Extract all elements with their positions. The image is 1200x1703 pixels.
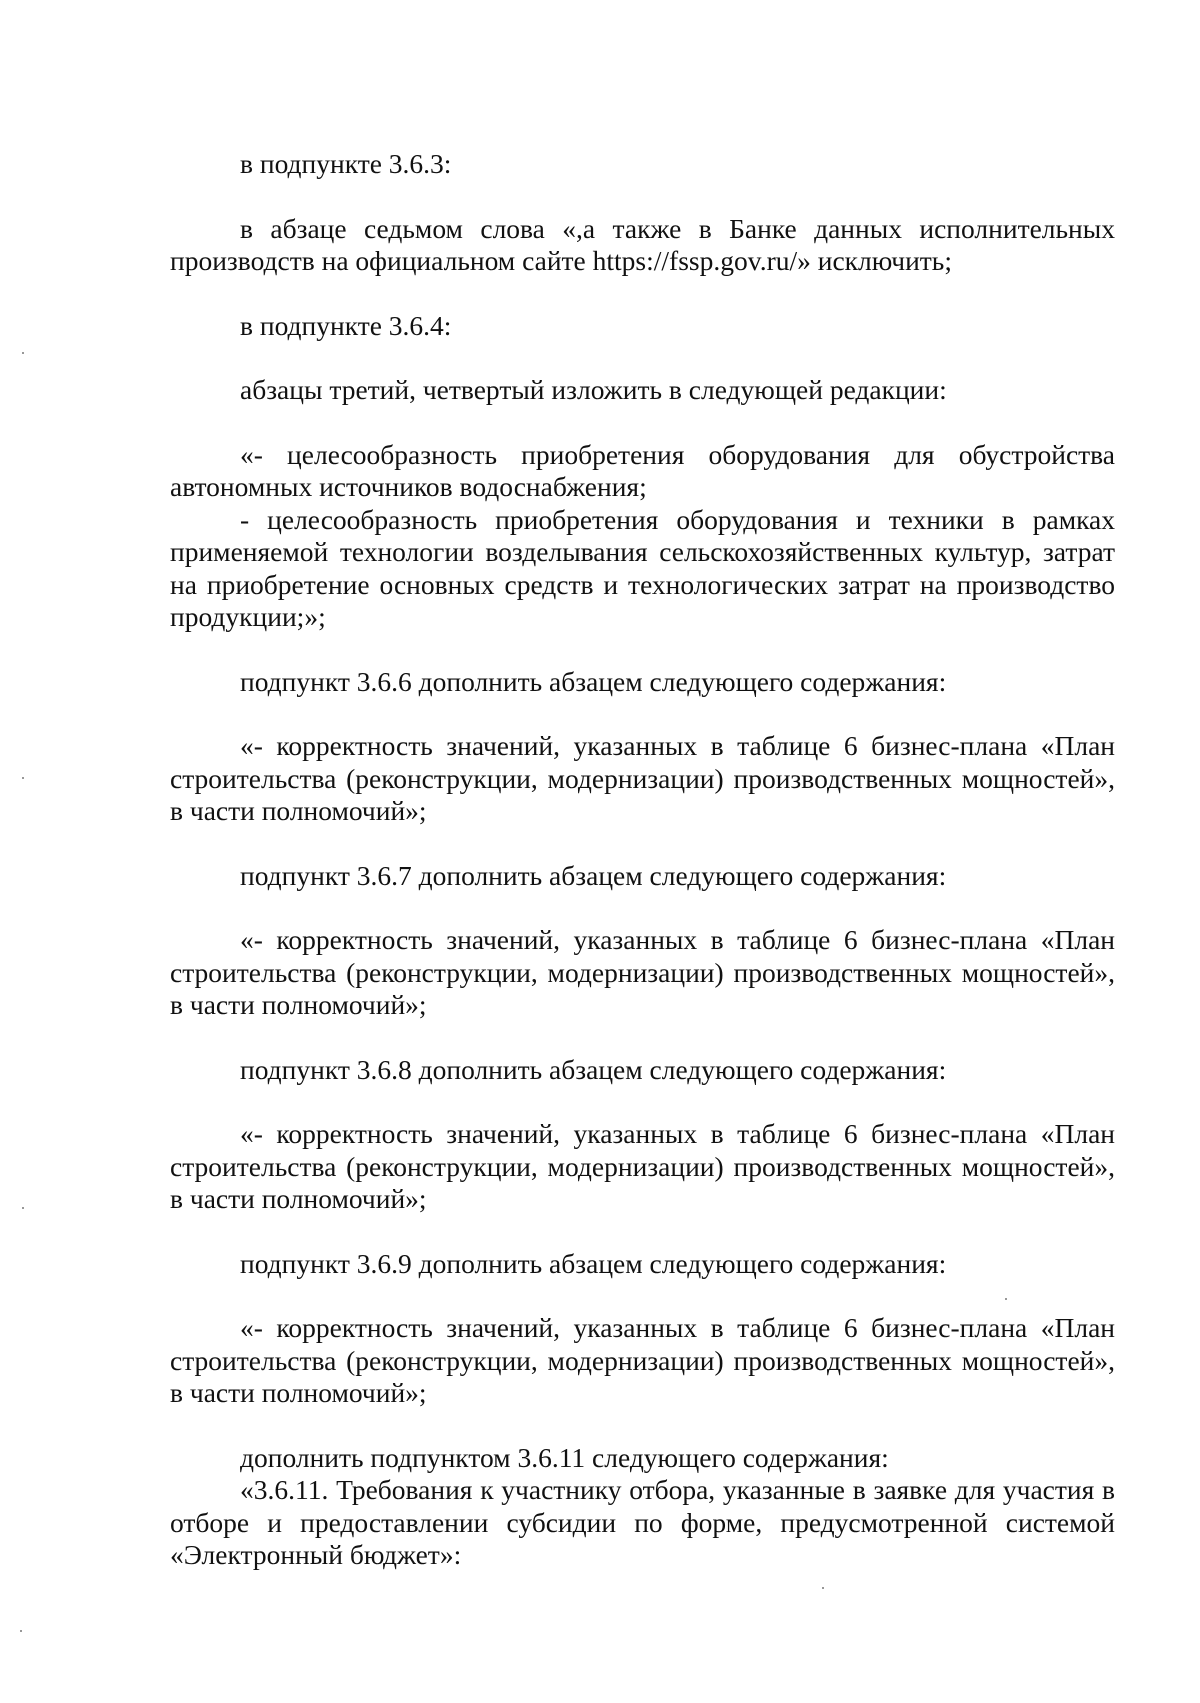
- paragraph: подпункт 3.6.6 дополнить абзацем следующего содержания:: [240, 665, 947, 697]
- paragraph: «- корректность значений, указанных в таблице 6 бизнес-плана «План строительства (реконструкции, модернизации) производственных мощностей», в части полномочий»;: [170, 924, 1115, 1020]
- paragraph: в подпункте 3.6.3:: [240, 148, 452, 179]
- paragraph: «- корректность значений, указанных в таблице 6 бизнес-плана «План строительства (реконструкции, модернизации) производственных мощностей», в части полномочий»;: [170, 1118, 1115, 1214]
- scan-speck: [22, 777, 24, 779]
- scan-speck: [20, 1630, 22, 1632]
- paragraph: - целесообразность приобретения оборудования и техники в рамках применяемой технологии возделывания сельскохозяйственных культур, затрат на приобретение основных средств и технологических затрат на производство продукции;»;: [170, 503, 1115, 632]
- paragraph: дополнить подпунктом 3.6.11 следующего содержания:: [240, 1441, 889, 1473]
- paragraph: подпункт 3.6.8 дополнить абзацем следующего содержания:: [240, 1053, 947, 1085]
- paragraph: «- корректность значений, указанных в таблице 6 бизнес-плана «План строительства (реконструкции, модернизации) производственных мощностей», в части полномочий»;: [170, 1312, 1115, 1408]
- scan-speck: [822, 1587, 824, 1589]
- paragraph: «3.6.11. Требования к участнику отбора, указанные в заявке для участия в отборе и предоставлении субсидии по форме, предусмотренной системой «Электронный бюджет»:: [170, 1474, 1115, 1570]
- paragraph: «- корректность значений, указанных в таблице 6 бизнес-плана «План строительства (реконструкции, модернизации) производственных мощностей», в части полномочий»;: [170, 730, 1115, 826]
- paragraph: подпункт 3.6.7 дополнить абзацем следующего содержания:: [240, 859, 947, 891]
- scan-speck: [22, 352, 24, 354]
- paragraph: подпункт 3.6.9 дополнить абзацем следующего содержания:: [240, 1247, 947, 1279]
- scan-speck: [22, 1207, 24, 1209]
- paragraph: в подпункте 3.6.4:: [240, 309, 452, 341]
- document-body: [170, 148, 1115, 1572]
- paragraph: абзацы третий, четвертый изложить в следующей редакции:: [240, 374, 947, 405]
- paragraph: в абзаце седьмом слова «,а также в Банке данных исполнительных производств на официальном сайте https://fssp.gov.ru/» исключить;: [170, 212, 1115, 276]
- paragraph: «- целесообразность приобретения оборудования для обустройства автономных источников водоснабжения;: [170, 438, 1115, 502]
- scan-speck: [1005, 1298, 1007, 1300]
